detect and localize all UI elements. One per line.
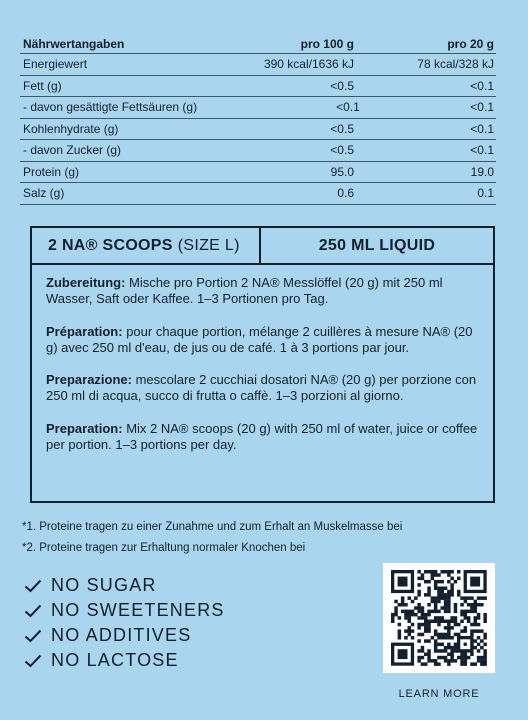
preparation-text — [32, 265, 493, 453]
learn-more-link[interactable]: LEARN MORE — [398, 688, 480, 700]
claim-item — [24, 573, 225, 598]
preparation-instructions: pour chaque portion, mélange 2 cuillères à mesure NA® (20 g) avec 250 ml d'eau, de jus ou de café. 1 à 3 portions par jour. — [46, 323, 473, 355]
nutrient-name: Fett (g) — [23, 78, 62, 93]
nutrition-row — [20, 119, 496, 141]
nutrient-per100: <0.1 — [336, 100, 360, 115]
qr-code-icon[interactable] — [383, 563, 495, 673]
preparation-instructions: mescolare 2 cucchiai dosatori NA® (20 g) per porzione con 250 ml di acqua, succo di frutta o caffè. 1–3 porzioni al giorno. — [46, 372, 477, 404]
nutrient-per20: <0.1 — [470, 121, 494, 136]
footnotes — [22, 519, 402, 561]
claim-label: NO ADDITIVES — [51, 625, 192, 645]
footnote: *2. Proteine tragen zur Erhaltung normaler Knochen bei — [22, 542, 306, 554]
nutrient-per20: <0.1 — [470, 78, 494, 93]
scoop-header — [32, 228, 493, 265]
preparation-en — [46, 421, 479, 454]
nutrient-per100: 95.0 — [330, 164, 354, 179]
nutrition-row — [20, 76, 496, 98]
nutrition-header-per100: pro 100 g — [300, 36, 354, 51]
preparation-it — [46, 372, 479, 405]
claim-label: NO SWEETENERS — [51, 600, 225, 620]
check-icon — [24, 654, 42, 668]
preparation-label: Zubereitung: — [46, 275, 126, 290]
nutrient-per20: <0.1 — [470, 100, 494, 115]
nutrition-header-row — [20, 34, 496, 54]
nutrient-name: - davon Zucker (g) — [23, 143, 122, 158]
nutrient-per20: 19.0 — [470, 164, 494, 179]
preparation-instructions: Mische pro Portion 2 NA® Messlöffel (20 g) mit 250 ml Wasser, Saft oder Kaffee. 1–3 Portionen pro Tag. — [46, 275, 443, 307]
preparation-label: Préparation: — [46, 323, 123, 339]
nutrition-row — [20, 183, 496, 205]
preparation-label: Preparazione: — [46, 372, 132, 388]
preparation-box — [30, 226, 495, 503]
nutrition-header-per20: pro 20 g — [447, 36, 494, 51]
claim-label: NO SUGAR — [51, 575, 157, 595]
nutrition-row — [20, 162, 496, 184]
nutrient-per100: <0.5 — [330, 143, 354, 158]
scoop-size-cell — [32, 228, 261, 263]
scoop-count: 2 NA® SCOOPS — [48, 236, 173, 254]
footnote: *1. Proteine tragen zu einer Zunahme und zum Erhalt an Muskelmasse bei — [22, 521, 403, 533]
preparation-fr — [46, 324, 479, 357]
check-icon — [24, 579, 42, 593]
nutrition-table — [20, 34, 496, 205]
preparation-instructions: Mix 2 NA® scoops (20 g) with 250 ml of water, juice or coffee per portion. 1–3 portions per day. — [46, 420, 478, 453]
preparation-de — [46, 275, 479, 308]
check-icon — [24, 604, 42, 618]
claim-item — [24, 648, 225, 673]
nutrient-per100: <0.5 — [330, 78, 354, 93]
nutrient-name: Salz (g) — [23, 186, 65, 201]
nutrient-name: Energiewert — [23, 57, 88, 72]
nutrient-name: - davon gesättigte Fettsäuren (g) — [23, 100, 198, 115]
nutrition-row — [20, 54, 496, 76]
nutrient-per100: 0.6 — [337, 186, 354, 201]
qr-code-graphic — [383, 563, 495, 673]
nutrition-row — [20, 97, 496, 119]
check-icon — [24, 629, 42, 643]
liquid-amount: 250 ML LIQUID — [318, 236, 436, 254]
preparation-label: Preparation: — [46, 420, 123, 436]
nutrition-header-name: Nährwertangaben — [23, 36, 125, 51]
scoop-size: (SIZE L) — [177, 236, 240, 254]
nutrient-name: Kohlenhydrate (g) — [23, 121, 119, 136]
nutrient-per20: 0.1 — [477, 186, 494, 201]
nutrient-per100: <0.5 — [330, 121, 354, 136]
nutrient-per100: 390 kcal/1636 kJ — [263, 57, 354, 72]
nutrient-per20: 78 kcal/328 kJ — [417, 57, 494, 72]
nutrient-name: Protein (g) — [23, 164, 80, 179]
nutrient-per20: <0.1 — [470, 143, 494, 158]
claim-label: NO LACTOSE — [51, 650, 179, 670]
claim-item — [24, 598, 225, 623]
claims-list — [24, 573, 225, 673]
nutrition-row — [20, 140, 496, 162]
claim-item — [24, 623, 225, 648]
